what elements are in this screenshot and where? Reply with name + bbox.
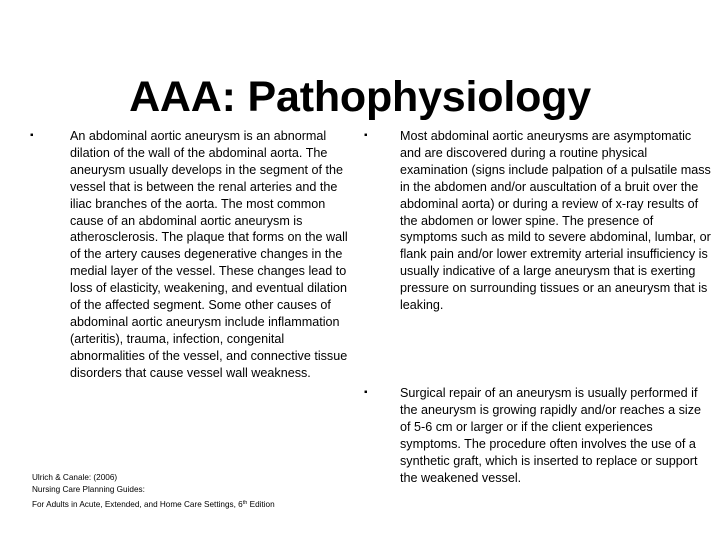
citation-subtitle-text: For Adults in Acute, Extended, and Home Care Settings, 6 bbox=[32, 499, 243, 509]
citation-authors: Ulrich & Canale: (2006) bbox=[32, 473, 118, 482]
citation-title: Nursing Care Planning Guides: bbox=[32, 485, 145, 495]
slide-title: AAA: Pathophysiology bbox=[129, 72, 591, 121]
citation bbox=[32, 472, 352, 511]
citation-subtitle bbox=[32, 497, 352, 511]
bullet-icon: ▪ bbox=[364, 130, 368, 141]
bullet-icon: ▪ bbox=[364, 387, 368, 398]
bullet-text: An abdominal aortic aneurysm is an abnormal dilation of the wall of the abdominal aorta. The aneurysm usually develops in the segment of the vessel that is between the renal arteries and the iliac branches of the aorta. The most common cause of an abdominal aortic aneurysm is atherosclerosis. The plaque that forms on the wall of the artery causes degenerative changes in the medial layer of the vessel. These changes lead to loss of elasticity, weakening, and eventual dilation of the affected segment. Some other causes of abdominal aortic aneurysm include inflammation (arteritis), trauma, infection, congenital abnormalities of the vessel, and connective tissue disorders that cause vessel wall weakness. bbox=[70, 129, 348, 380]
citation-edition: Edition bbox=[247, 499, 275, 509]
bullet-text: Surgical repair of an aneurysm is usually performed if the aneurysm is growing rapidly and/or reaches a size of 5-6 cm or larger or if the client experiences symptoms. The procedure often involves the use of a synthetic graft, which is inserted to replace or support the weakened vessel. bbox=[400, 386, 702, 485]
ordinal-suffix: th bbox=[242, 499, 248, 506]
bullet-icon: ▪ bbox=[30, 130, 34, 141]
bullet-text: Most abdominal aortic aneurysms are asymptomatic and are discovered during a routine physical examination (signs include palpation of a pulsatile mass in the abdomen and/or auscultation of a bruit over the abdominal aorta) or during a review of x-ray results of the abdomen or lower spine. The presence of symptoms such as mild to severe abdominal, lumbar, or flank pain and/or lower extremity arterial insufficiency is usually indicative of a large aneurysm that is exerting pressure on surrounding tissues or an aneurysm that is leaking. bbox=[400, 129, 711, 313]
